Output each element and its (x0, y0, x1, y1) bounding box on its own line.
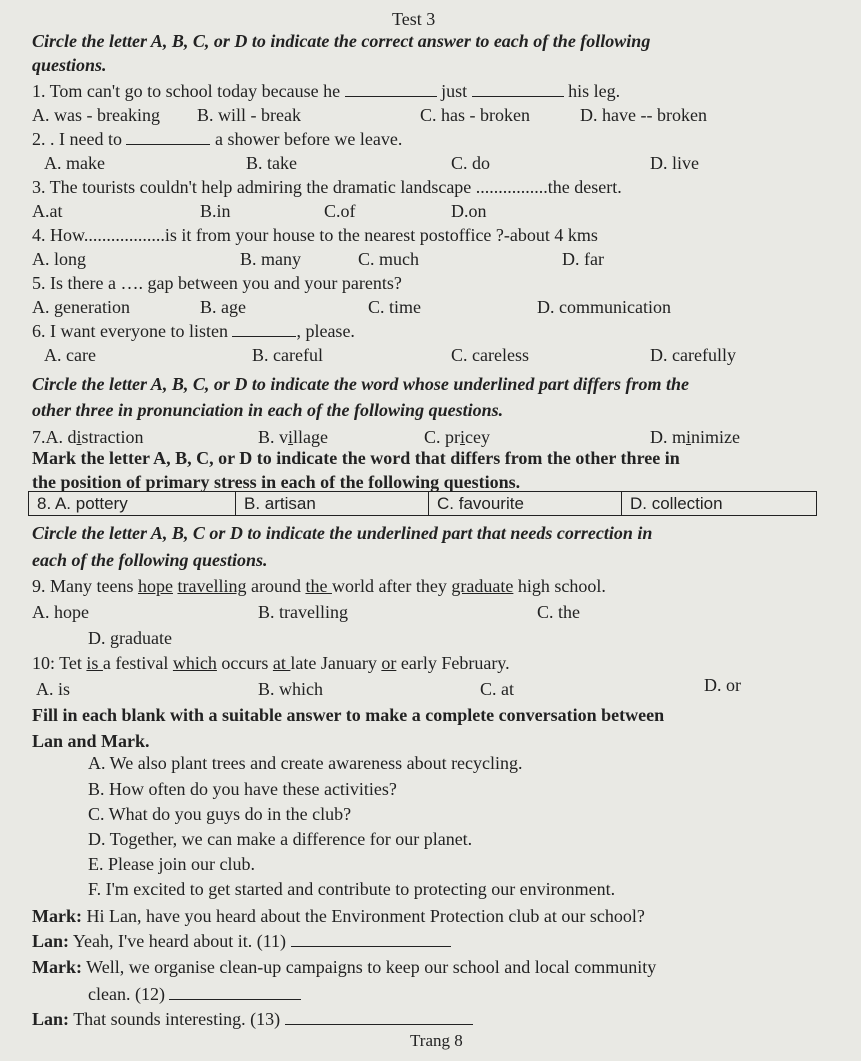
q4-option-c[interactable]: C. much (358, 249, 419, 269)
q5-option-b[interactable]: B. age (200, 297, 246, 317)
q2-option-b[interactable]: B. take (246, 153, 297, 173)
q1-option-c[interactable]: C. has - broken (420, 105, 530, 125)
page-header: Test 3 (392, 9, 436, 29)
q1-option-b[interactable]: B. will - break (197, 105, 301, 125)
conversation-option-d: D. Together, we can make a difference for our planet. (88, 829, 473, 849)
instruction-5-line-1: Fill in each blank with a suitable answer to make a complete conversation between (32, 705, 665, 725)
blank (472, 82, 564, 97)
question-1-stem: 1. Tom can't go to school today because he just his leg. (32, 81, 621, 101)
dialogue-lan-2: Lan: That sounds interesting. (13) (32, 1008, 473, 1030)
instruction-2-line-2: other three in pronunciation in each of the following questions. (32, 400, 504, 420)
q6-option-b[interactable]: B. careful (252, 345, 323, 365)
conversation-option-b: B. How often do you have these activities? (88, 779, 397, 799)
question-3-stem: 3. The tourists couldn't help admiring the dramatic landscape ................the desert. (32, 177, 622, 197)
q4-option-b[interactable]: B. many (240, 249, 301, 269)
dialogue-mark-2-cont: clean. (12) (88, 983, 301, 1005)
q1-option-a[interactable]: A. was - breaking (32, 105, 160, 125)
q8-option-c[interactable]: C. favourite (429, 492, 622, 516)
conversation-option-e: E. Please join our club. (88, 854, 255, 874)
conversation-option-a: A. We also plant trees and create awareness about recycling. (88, 753, 523, 773)
q10-option-b[interactable]: B. which (258, 679, 323, 699)
question-9-stem: 9. Many teens hope travelling around the world after they graduate high school. (32, 576, 606, 596)
instruction-4-line-2: each of the following questions. (32, 550, 268, 570)
q1-option-d[interactable]: D. have -- broken (580, 105, 707, 125)
q9-option-d[interactable]: D. graduate (88, 628, 172, 648)
page-number: Trang 8 (410, 1031, 463, 1050)
q9-option-a[interactable]: A. hope (32, 602, 89, 622)
q2-option-d[interactable]: D. live (650, 153, 699, 173)
q8-option-d[interactable]: D. collection (622, 492, 817, 516)
dialogue-mark-2: Mark: Well, we organise clean-up campaigns to keep our school and local community (32, 957, 657, 977)
q2-option-a[interactable]: A. make (44, 153, 105, 173)
q7-option-b[interactable]: B. village (258, 427, 329, 447)
q3-option-a[interactable]: A.at (32, 201, 63, 221)
q8-option-b[interactable]: B. artisan (236, 492, 429, 516)
q5-option-c[interactable]: C. time (368, 297, 421, 317)
q8-option-a[interactable]: 8. A. pottery (29, 492, 236, 516)
q5-option-d[interactable]: D. communication (537, 297, 671, 317)
q10-option-a[interactable]: A. is (36, 679, 71, 699)
question-5-stem: 5. Is there a …. gap between you and your parents? (32, 273, 402, 293)
answer-blank-12[interactable] (169, 985, 301, 1000)
instruction-5-line-2: Lan and Mark. (32, 731, 150, 751)
blank (232, 322, 296, 337)
instruction-3-line-1: Mark the letter A, B, C, or D to indicate the word that differs from the other three in (32, 448, 680, 468)
blank (126, 130, 210, 145)
q6-option-a[interactable]: A. care (44, 345, 96, 365)
q3-option-d[interactable]: D.on (451, 201, 487, 221)
conversation-option-c: C. What do you guys do in the club? (88, 804, 352, 824)
instruction-1-line-1: Circle the letter A, B, C, or D to indicate the correct answer to each of the following (32, 31, 651, 51)
instruction-1-line-2: questions. (32, 55, 107, 75)
question-2-stem: 2. . I need to a shower before we leave. (32, 129, 403, 149)
dialogue-mark-1: Mark: Hi Lan, have you heard about the Environment Protection club at our school? (32, 906, 645, 926)
q9-option-b[interactable]: B. travelling (258, 602, 348, 622)
q3-option-b[interactable]: B.in (200, 201, 231, 221)
dialogue-lan-1: Lan: Yeah, I've heard about it. (11) (32, 930, 451, 952)
q3-option-c[interactable]: C.of (324, 201, 356, 221)
blank (345, 82, 437, 97)
q4-option-a[interactable]: A. long (32, 249, 86, 269)
q7-option-d[interactable]: D. minimize (650, 427, 740, 447)
q2-option-c[interactable]: C. do (451, 153, 491, 173)
q9-option-c[interactable]: C. the (537, 602, 580, 622)
question-6-stem: 6. I want everyone to listen , please. (32, 321, 355, 341)
q5-option-a[interactable]: A. generation (32, 297, 130, 317)
question-10-stem: 10: Tet is a festival which occurs at late January or early February. (32, 653, 510, 673)
q6-option-d[interactable]: D. carefully (650, 345, 736, 365)
instruction-3-line-2: the position of primary stress in each of the following questions. (32, 472, 521, 492)
question-4-stem: 4. How..................is it from your house to the nearest postoffice ?-about 4 kms (32, 225, 598, 245)
instruction-4-line-1: Circle the letter A, B, C or D to indicate the underlined part that needs correction in (32, 523, 653, 543)
q10-option-c[interactable]: C. at (480, 679, 514, 699)
answer-blank-11[interactable] (291, 932, 451, 947)
conversation-option-f: F. I'm excited to get started and contribute to protecting our environment. (88, 879, 616, 899)
question-8-table (28, 491, 817, 516)
instruction-2-line-1: Circle the letter A, B, C, or D to indicate the word whose underlined part differs from the (32, 374, 690, 394)
answer-blank-13[interactable] (285, 1010, 473, 1025)
q7-option-a[interactable]: 7.A. distraction (32, 427, 144, 447)
q7-option-c[interactable]: C. pricey (424, 427, 490, 447)
q6-option-c[interactable]: C. careless (451, 345, 529, 365)
q4-option-d[interactable]: D. far (562, 249, 604, 269)
q10-option-d[interactable]: D. or (704, 675, 741, 695)
